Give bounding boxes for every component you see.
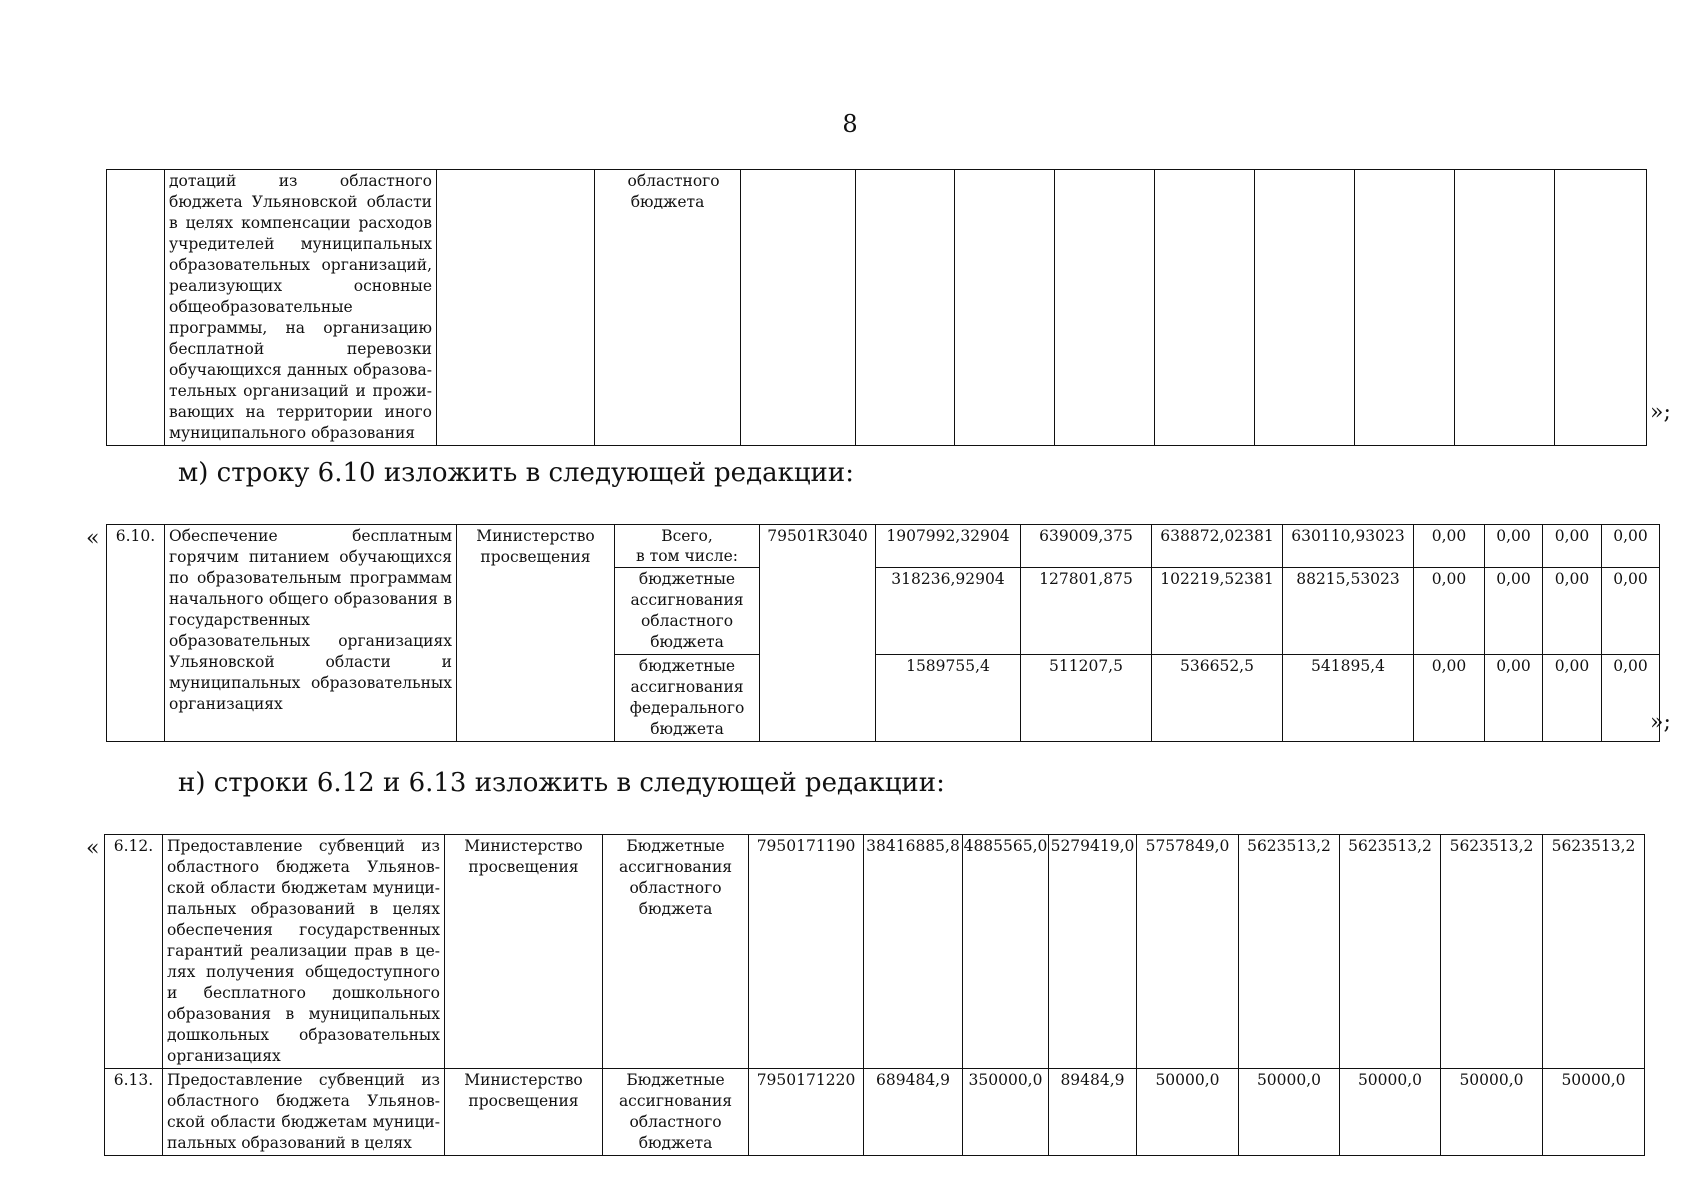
top-table xyxy=(106,169,1647,446)
cell-year: 0,00 xyxy=(1602,525,1660,568)
row-ministry: Министерство просвещения xyxy=(445,1069,603,1156)
row-source: Всего, в том числе: xyxy=(615,525,760,568)
cell-year: 0,00 xyxy=(1414,655,1485,742)
cell-year: 127801,875 xyxy=(1021,568,1152,655)
row-source: Бюджетные ассигнования областного бюджета xyxy=(603,1069,749,1156)
row-code: 7950171190 xyxy=(749,835,864,1069)
cell-total: 38416885,8 xyxy=(864,835,963,1069)
row-number: 6.10. xyxy=(107,525,165,742)
open-quote-612: « xyxy=(86,836,100,861)
cell-year: 4885565,0 xyxy=(963,835,1049,1069)
cell-year: 50000,0 xyxy=(1137,1069,1239,1156)
cell-total: 1589755,4 xyxy=(876,655,1021,742)
cell-year: 638872,02381 xyxy=(1152,525,1283,568)
cell-total: 1907992,32904 xyxy=(876,525,1021,568)
table-610 xyxy=(106,524,1660,742)
open-quote-610: « xyxy=(86,526,100,551)
table-row xyxy=(105,835,1645,1069)
row-source: Бюджетные ассигнования областного бюджета xyxy=(603,835,749,1069)
cell-year: 630110,93023 xyxy=(1283,525,1414,568)
row-source: бюджетные ассигнования федерального бюджета xyxy=(615,655,760,742)
page-number: 8 xyxy=(842,110,858,138)
row-ministry: Министерство просвещения xyxy=(445,835,603,1069)
cell-year: 5623513,2 xyxy=(1340,835,1441,1069)
row-code: 79501R3040 xyxy=(760,525,876,742)
cell-year: 536652,5 xyxy=(1152,655,1283,742)
close-quote-1: »; xyxy=(1650,400,1671,425)
cell-year: 50000,0 xyxy=(1340,1069,1441,1156)
table-row xyxy=(107,170,1647,446)
cell-year: 5623513,2 xyxy=(1239,835,1340,1069)
row-source: областного бюджета xyxy=(595,170,741,446)
cell-year: 0,00 xyxy=(1414,525,1485,568)
table-612 xyxy=(104,834,1645,1156)
row-source: бюджетные ассигнования областного бюджета xyxy=(615,568,760,655)
cell-year: 89484,9 xyxy=(1049,1069,1137,1156)
cell-year: 50000,0 xyxy=(1543,1069,1645,1156)
close-quote-2: »; xyxy=(1650,710,1671,735)
row-description: Обеспечение бесплатным горячим питанием обучающихся по образовательным программам начального общего образования в государственных образовательных организациях Ульяновской области и муниципальных образовательных организациях xyxy=(165,525,457,742)
cell-year: 0,00 xyxy=(1485,655,1543,742)
cell-year: 5623513,2 xyxy=(1543,835,1645,1069)
cell-total: 689484,9 xyxy=(864,1069,963,1156)
cell-year: 102219,52381 xyxy=(1152,568,1283,655)
row-description: Предоставление субвенций из областного бюджета Ульяновской области бюджетам муниципальных образований в целях xyxy=(163,1069,445,1156)
cell-year: 639009,375 xyxy=(1021,525,1152,568)
cell-year: 88215,53023 xyxy=(1283,568,1414,655)
row-code: 7950171220 xyxy=(749,1069,864,1156)
cell-year: 350000,0 xyxy=(963,1069,1049,1156)
cell-year: 511207,5 xyxy=(1021,655,1152,742)
heading-m: м) строку 6.10 изложить в следующей редакции: xyxy=(178,458,854,488)
cell-year: 0,00 xyxy=(1485,568,1543,655)
cell-year: 0,00 xyxy=(1543,568,1602,655)
table-row xyxy=(105,1069,1645,1156)
cell-year: 0,00 xyxy=(1414,568,1485,655)
cell-year: 5279419,0 xyxy=(1049,835,1137,1069)
cell-year: 5757849,0 xyxy=(1137,835,1239,1069)
cell-year: 541895,4 xyxy=(1283,655,1414,742)
row-number: 6.13. xyxy=(105,1069,163,1156)
cell-year: 0,00 xyxy=(1543,655,1602,742)
heading-n: н) строки 6.12 и 6.13 изложить в следующей редакции: xyxy=(178,768,945,798)
cell-year: 50000,0 xyxy=(1239,1069,1340,1156)
row-number: 6.12. xyxy=(105,835,163,1069)
table-row xyxy=(107,525,1660,568)
row-description: Предоставление субвенций из областного бюджета Ульяновской области бюджетам муниципальных образований в целях обеспечения государственных гарантий реализации прав в целях получения общедоступного и бесплатного дошкольного образования в муниципальных дошкольных образовательных организациях xyxy=(163,835,445,1069)
cell-year: 0,00 xyxy=(1602,568,1660,655)
cell-year: 5623513,2 xyxy=(1441,835,1543,1069)
row-ministry: Министерство просвещения xyxy=(457,525,615,742)
cell-year: 50000,0 xyxy=(1441,1069,1543,1156)
cell-year: 0,00 xyxy=(1485,525,1543,568)
row-description: дотаций из областного бюджета Ульяновской области в целях компенсации расходов учредителей муниципальных образовательных организаций, реализующих основные общеобразовательные программы, на организацию бесплатной перевозки обучающихся данных образовательных организаций и проживающих на территории иного муниципального образования xyxy=(165,170,437,446)
cell-total: 318236,92904 xyxy=(876,568,1021,655)
cell-year: 0,00 xyxy=(1602,655,1660,742)
cell-year: 0,00 xyxy=(1543,525,1602,568)
